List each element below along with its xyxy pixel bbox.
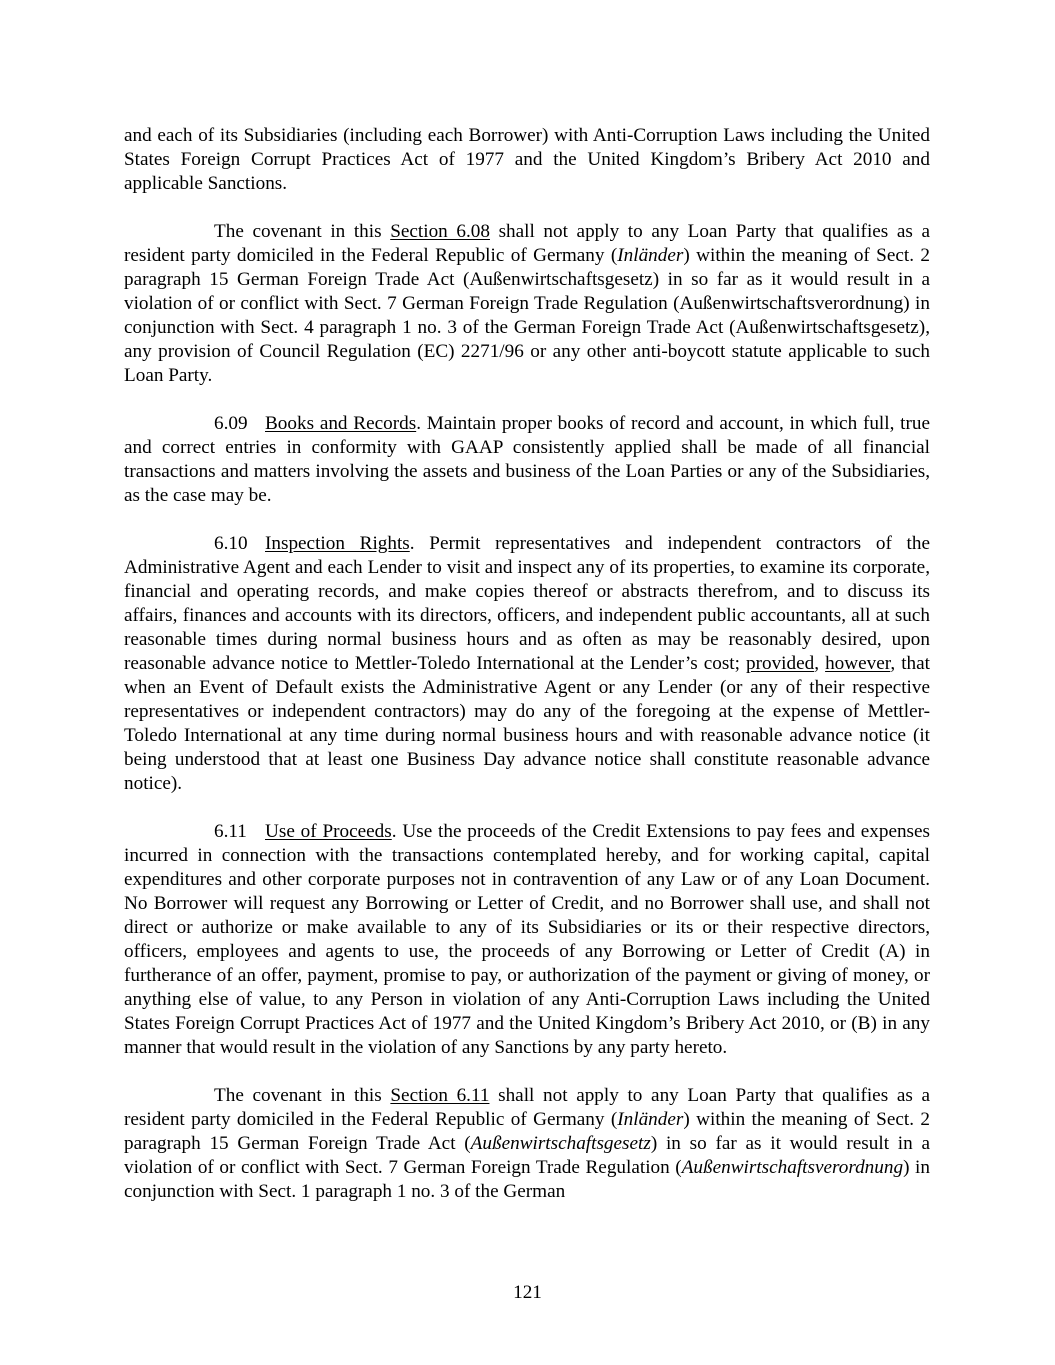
text-run: ) in so far as it would result in a violation of or conflict with Sect. 7 German Foreign Trade Regulation ( — [124, 1133, 930, 1178]
section-heading: Use of Proceeds — [265, 821, 392, 842]
text-run: , — [814, 653, 826, 674]
section-reference-6-08: Section 6.08 — [390, 221, 490, 242]
paragraph-section-6-08-exception — [124, 220, 930, 388]
text-run: shall not apply to any Loan Party that qualifies as a resident party domiciled in the Federal Republic of Germany ( — [124, 221, 930, 266]
term-however: however — [825, 653, 891, 674]
section-body: . Use the proceeds of the Credit Extensions to pay fees and expenses incurred in connection with the transactions contemplated hereby, and for working capital, capital expenditures and other corporate purposes not in contravention of any Law or of any Loan Document. No Borrower will request any Borrowing or Letter of Credit, and no Borrower shall use, and shall not direct or authorize or make available to any of its Subsidiaries or its or their respective directors, officers, employees and agents to use, the proceeds of any Borrowing or Letter of Credit (A) in furtherance of an offer, payment, promise to pay, or authorization of the payment or giving of money, or anything else of value, to any Person in violation of any Anti-Corruption Laws including the United States Foreign Corrupt Practices Act of 1977 and the United Kingdom’s Bribery Act 2010, or (B) in any manner that would result in the violation of any Sanctions by any party hereto. — [124, 821, 931, 1058]
page-number: 121 — [513, 1282, 542, 1303]
term-inlaender: Inländer — [617, 1109, 684, 1130]
section-number: 6.09 — [214, 413, 248, 434]
section-number: 6.10 — [214, 533, 248, 554]
section-body: . Maintain proper books of record and account, in which full, true and correct entries in conformity with GAAP consistently applied shall be made of all financial transactions and matters involving the assets and business of the Loan Parties or any of the Subsidiaries, as the case may be. — [124, 413, 930, 506]
term-provided: provided — [746, 653, 815, 674]
section-6-09-books-and-records — [124, 412, 930, 508]
text-run: shall not apply to any Loan Party that qualifies as a resident party domiciled in the Federal Republic of Germany ( — [124, 1085, 930, 1130]
section-heading: Inspection Rights — [265, 533, 410, 554]
section-6-10-inspection-rights — [124, 532, 930, 796]
text-run: ) within the meaning of Sect. 2 paragraph 15 German Foreign Trade Act ( — [124, 1109, 930, 1154]
text-run: The covenant in this — [214, 1085, 391, 1106]
section-number: 6.11 — [214, 821, 247, 842]
section-reference-6-11: Section 6.11 — [390, 1085, 490, 1106]
term-inlaender: Inländer — [617, 245, 684, 266]
section-heading: Books and Records — [265, 413, 417, 434]
paragraph-section-6-11-exception — [124, 1084, 930, 1204]
text-run: ) within the meaning of Sect. 2 paragraph 15 German Foreign Trade Act (Außenwirtschaftsgesetz) in so far as it would result in a violation of or conflict with Sect. 7 German Foreign Trade Regulation (Außenwirtschaftsverordnung) in conjunction with Sect. 4 paragraph 1 no. 3 of the German Foreign Trade Act (Außenwirtschaftsgesetz), any provision of Council Regulation (EC) 2271/96 or any other anti-boycott statute applicable to such Loan Party. — [124, 245, 930, 386]
section-body: , that when an Event of Default exists the Administrative Agent or any Lender (or any of their respective representatives or independent contractors) may do any of the foregoing at the expense of Mettler-Toledo International at any time during normal business hours and with reasonable advance notice (it being understood that at least one Business Day advance notice shall constitute reasonable advance notice). — [124, 653, 930, 794]
paragraph-text: and each of its Subsidiaries (including each Borrower) with Anti-Corruption Laws including the United States Foreign Corrupt Practices Act of 1977 and the United Kingdom’s Bribery Act 2010 and applicable Sanctions. — [124, 125, 930, 194]
section-6-11-use-of-proceeds — [124, 820, 930, 1060]
document-body — [124, 124, 930, 1228]
paragraph-compliance-continuation — [124, 124, 930, 196]
term-aussenwirtschaftsgesetz: Außenwirtschaftsgesetz — [470, 1133, 651, 1154]
text-run: The covenant in this — [214, 221, 391, 242]
section-body: . Permit representatives and independent contractors of the Administrative Agent and each Lender to visit and inspect any of its properties, to examine its corporate, financial and operating records, and make copies thereof or abstracts therefrom, and to discuss its affairs, finances and accounts with its directors, officers, and independent public accountants, all at such reasonable times during normal business hours and as often as may be reasonably desired, upon reasonable advance notice to Mettler-Toledo International at the Lender’s cost; — [124, 533, 930, 674]
text-run: ) in conjunction with Sect. 1 paragraph 1 no. 3 of the German — [124, 1157, 930, 1202]
term-aussenwirtschaftsverordnung: Außenwirtschaftsverordnung — [681, 1157, 904, 1178]
